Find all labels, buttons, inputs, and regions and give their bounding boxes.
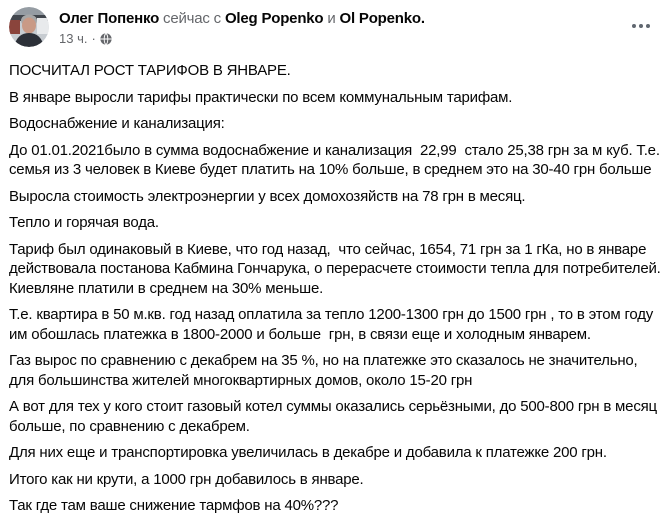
- post-paragraph-gas-boiler: А вот для тех у кого стоит газовый котел суммы оказались серьёзными, до 500-800 грн в месяц больше, по сравнению с декабрем.: [9, 398, 661, 435]
- ellipsis-icon: [631, 23, 651, 29]
- post-paragraph-gas: Газ вырос по сравнению с декабрем на 35 %, но на платежке это сказалось не значительно, для большинства жителей многоквартирных домов, около 15-20 грн: [9, 352, 642, 389]
- post-paragraph-transport: Для них еще и транспортировка увеличилась в декабре и добавила к платежке 200 грн.: [9, 444, 607, 461]
- globe-icon: [100, 33, 112, 45]
- post-paragraph-heat-heading: Тепло и горячая вода.: [9, 214, 159, 231]
- post-paragraph-title: ПОСЧИТАЛ РОСТ ТАРИФОВ В ЯНВАРЕ.: [9, 62, 291, 79]
- tagged-person-1[interactable]: Oleg Popenko: [224, 10, 324, 27]
- post-paragraph-electricity: Выросла стоимость электроэнергии у всех домохозяйств на 78 грн в месяц.: [9, 187, 526, 205]
- post-paragraph-water-detail: До 01.01.2021было в сумма водоснабжение и канализация 22,99 стало 25,38 грн за м куб. Т.е. семья из 3 человек в Киеве будет платить на 10% больше, в среднем это на 30-40 грн больше: [9, 141, 664, 178]
- post-paragraph-water-heading: Водоснабжение и канализация:: [9, 115, 225, 132]
- post-paragraph-heat-tariff: Тариф был одинаковый в Киеве, что год назад, что сейчас, 1654, 71 грн за 1 гКа, но в январе действовала постанова Кабмина Гончарука, о перерасчете стоимости тепла для потребителей. Киевляне платили в среднем на 30% меньше.: [9, 240, 665, 297]
- byline-context: сейчас с: [163, 10, 221, 27]
- post-paragraph-heat-example: Т.е. квартира в 50 м.кв. год назад оплатила за тепло 1200-1300 грн до 1500 грн , то в этом году им обошлась платежка в 1800-2000 и больше грн, в связи еще и холодным январем.: [9, 306, 658, 343]
- meta-separator: ·: [91, 31, 96, 46]
- post-header-text: [59, 7, 661, 46]
- tagged-person-2[interactable]: Ol Popenko.: [339, 10, 425, 27]
- post-byline: [59, 9, 661, 28]
- post-meta: [59, 31, 661, 46]
- post-paragraph-total: Итого как ни крути, а 1000 грн добавилось в январе.: [9, 470, 364, 488]
- byline-conjunction: и: [327, 10, 336, 27]
- post-options-button[interactable]: [625, 17, 657, 35]
- avatar-photo: [9, 7, 49, 47]
- post-header: [9, 7, 661, 49]
- author-name[interactable]: Олег Попенко: [59, 10, 160, 27]
- avatar[interactable]: [9, 7, 49, 47]
- post-body: [9, 61, 665, 516]
- post-paragraph-intro: В январе выросли тарифы практически по всем коммунальным тарифам.: [9, 88, 513, 106]
- timestamp[interactable]: 13 ч.: [59, 31, 88, 46]
- post-paragraph-question: Так где там ваше снижение тармфов на 40%???: [9, 497, 339, 514]
